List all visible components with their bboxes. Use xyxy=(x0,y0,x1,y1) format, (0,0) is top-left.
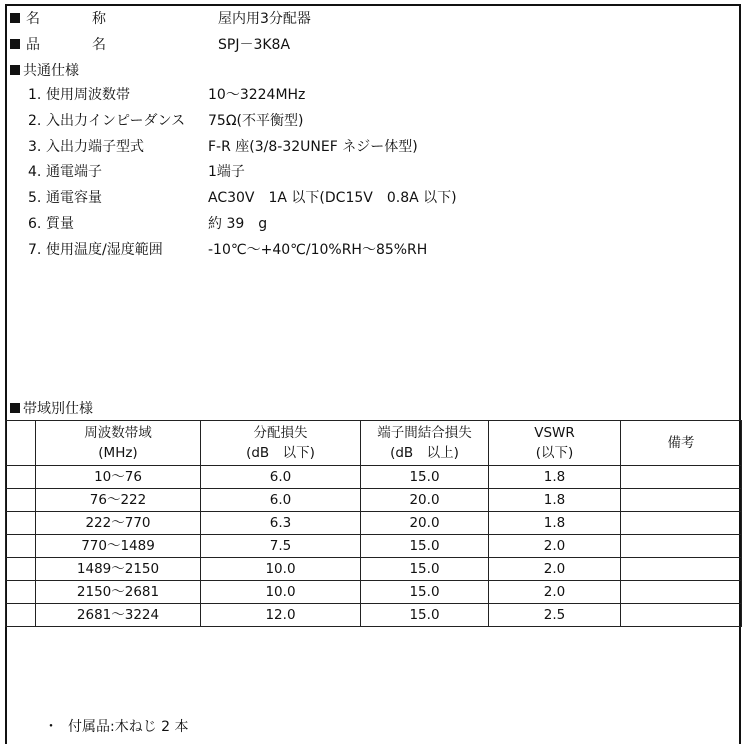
table-cell xyxy=(621,604,742,627)
product-name-value: 屋内用3分配器 xyxy=(218,11,311,27)
product-name-row xyxy=(10,8,710,30)
table-cell xyxy=(621,581,742,604)
table-cell: 15.0 xyxy=(361,558,489,581)
spec-item xyxy=(28,161,728,183)
spec-item-value: 75Ω(不平衡型) xyxy=(208,112,304,129)
table-cell: 6.3 xyxy=(201,512,361,535)
name-label-1: 名 xyxy=(26,11,40,27)
table-blank-cell xyxy=(6,421,36,466)
spec-item xyxy=(28,213,728,235)
spec-item-num: 6. xyxy=(28,216,42,232)
table-cell: 76～222 xyxy=(36,489,201,512)
table-cell: 6.0 xyxy=(201,489,361,512)
spec-item-num: 2. xyxy=(28,112,42,129)
table-blank-cell xyxy=(6,581,36,604)
table-row xyxy=(6,489,742,512)
model-row xyxy=(10,34,710,56)
accessory-bullet: ・ xyxy=(44,719,58,735)
spec-item-key: 通電容量 xyxy=(46,190,102,207)
table-blank-cell xyxy=(6,558,36,581)
header-line-2: (dB 以下) xyxy=(246,445,315,461)
table-cell: 15.0 xyxy=(361,604,489,627)
table-cell: 2.5 xyxy=(489,604,621,627)
header-line-2: (MHz) xyxy=(98,445,138,461)
header-line-1: 周波数帯域 xyxy=(84,425,152,441)
table-row xyxy=(6,581,742,604)
header-line-2: (dB 以上) xyxy=(390,445,459,461)
spec-item-key: 通電端子 xyxy=(46,164,102,181)
table-row xyxy=(6,604,742,627)
model-value: SPJ－3K8A xyxy=(218,37,291,53)
table-cell: 7.5 xyxy=(201,535,361,558)
spec-item-key: 使用温度/湿度範囲 xyxy=(46,241,163,258)
spec-item-value: 10～3224MHz xyxy=(208,87,306,103)
table-row xyxy=(6,535,742,558)
table-cell xyxy=(621,489,742,512)
spec-item xyxy=(28,110,728,132)
spec-item-value: -10℃～+40℃/10%RH～85%RH xyxy=(208,241,428,258)
table-cell: 15.0 xyxy=(361,581,489,604)
spec-item xyxy=(28,136,728,158)
table-header-cell xyxy=(489,421,621,466)
spec-item-value: F-R 座(3/8-32UNEF ネジー体型) xyxy=(208,138,418,155)
band-spec-table xyxy=(5,420,742,627)
common-spec-title: 共通仕様 xyxy=(23,63,79,79)
table-cell: 20.0 xyxy=(361,512,489,535)
table-header-cell xyxy=(621,421,742,466)
table-cell: 222～770 xyxy=(36,512,201,535)
spec-item-num: 1. xyxy=(28,87,42,103)
model-label-2: 名 xyxy=(92,37,106,53)
square-bullet-icon xyxy=(10,13,20,23)
header-line-1: 備考 xyxy=(667,435,695,451)
table-cell: 1.8 xyxy=(489,512,621,535)
header-line-2: (以下) xyxy=(535,445,574,461)
table-blank-cell xyxy=(6,466,36,489)
spec-item-key: 使用周波数帯 xyxy=(46,87,130,103)
table-cell: 2681～3224 xyxy=(36,604,201,627)
table-cell: 12.0 xyxy=(201,604,361,627)
spec-item-value: 約 39 g xyxy=(208,216,268,232)
table-cell xyxy=(621,512,742,535)
square-bullet-icon xyxy=(10,403,20,413)
table-cell: 15.0 xyxy=(361,535,489,558)
spec-item-num: 7. xyxy=(28,241,42,258)
table-header-cell xyxy=(36,421,201,466)
table-header-cell xyxy=(201,421,361,466)
spec-item-num: 3. xyxy=(28,138,42,155)
table-cell: 770～1489 xyxy=(36,535,201,558)
table-header-row xyxy=(6,421,742,466)
table-cell: 15.0 xyxy=(361,466,489,489)
table-cell: 2.0 xyxy=(489,535,621,558)
table-header-cell xyxy=(361,421,489,466)
table-row xyxy=(6,466,742,489)
table-cell: 1.8 xyxy=(489,466,621,489)
table-blank-cell xyxy=(6,604,36,627)
square-bullet-icon xyxy=(10,39,20,49)
header-line-1: VSWR xyxy=(534,425,575,441)
model-label-1: 品 xyxy=(26,37,40,53)
table-cell: 10.0 xyxy=(201,581,361,604)
spec-item-key: 質量 xyxy=(46,216,74,232)
table-blank-cell xyxy=(6,512,36,535)
square-bullet-icon xyxy=(10,65,20,75)
table-cell xyxy=(621,558,742,581)
header-line-1: 分配損失 xyxy=(253,425,308,441)
spec-item-value: 1端子 xyxy=(208,164,245,181)
table-cell: 2.0 xyxy=(489,581,621,604)
spec-item xyxy=(28,187,728,209)
band-spec-title: 帯域別仕様 xyxy=(23,401,93,417)
common-spec-title-row xyxy=(10,61,79,81)
spec-item xyxy=(28,239,728,261)
spec-item-num: 5. xyxy=(28,190,42,207)
spec-item-key: 入出力端子型式 xyxy=(46,138,144,155)
table-cell: 10～76 xyxy=(36,466,201,489)
table-body xyxy=(6,466,742,627)
table-cell: 1489～2150 xyxy=(36,558,201,581)
accessory-text: 付属品:木ねじ 2 本 xyxy=(68,719,189,735)
accessory-note xyxy=(44,716,189,738)
spec-item-num: 4. xyxy=(28,164,42,181)
name-label-2: 称 xyxy=(92,11,106,27)
table-cell: 2.0 xyxy=(489,558,621,581)
table-cell: 1.8 xyxy=(489,489,621,512)
table-row xyxy=(6,558,742,581)
table-cell xyxy=(621,535,742,558)
table-cell: 20.0 xyxy=(361,489,489,512)
table-cell xyxy=(621,466,742,489)
band-spec-title-row xyxy=(10,399,93,419)
spec-item-key: 入出力インピーダンス xyxy=(46,112,186,129)
spec-item xyxy=(28,84,728,106)
table-blank-cell xyxy=(6,535,36,558)
header-line-1: 端子間結合損失 xyxy=(377,425,472,441)
table-cell: 10.0 xyxy=(201,558,361,581)
spec-item-value: AC30V 1A 以下(DC15V 0.8A 以下) xyxy=(208,190,457,207)
table-row xyxy=(6,512,742,535)
table-blank-cell xyxy=(6,489,36,512)
table-cell: 6.0 xyxy=(201,466,361,489)
table-cell: 2150～2681 xyxy=(36,581,201,604)
